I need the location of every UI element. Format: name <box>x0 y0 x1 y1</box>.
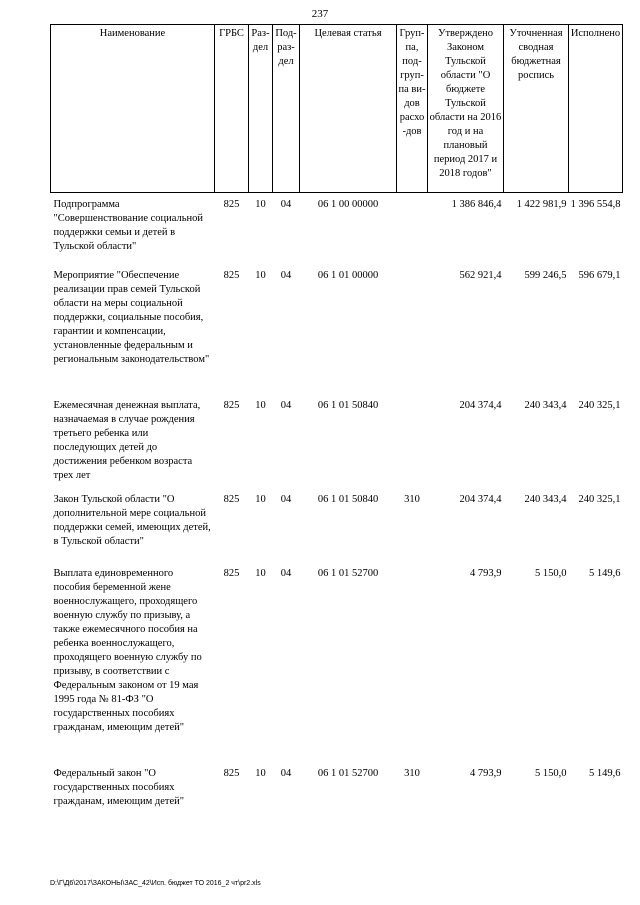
row-podrazdel: 04 <box>280 269 292 281</box>
row-refined: 240 343,4 <box>524 493 567 505</box>
row-target: 06 1 01 00000 <box>317 269 379 281</box>
page-number: 237 <box>311 8 329 20</box>
row-target: 06 1 01 52700 <box>317 767 379 779</box>
row-target: 06 1 01 52700 <box>317 567 379 579</box>
row-executed: 240 325,1 <box>578 399 621 411</box>
row-name: Ежемесячная денежная выплата, назначаемая в случае рождения третьего ребенка или последующих детей до достижения ребенком возраста трех лет <box>53 399 201 481</box>
table-row <box>51 269 623 399</box>
row-refined: 599 246,5 <box>524 269 567 281</box>
header-row <box>51 25 623 193</box>
row-razdel: 10 <box>255 399 266 411</box>
row-executed: 5 149,6 <box>589 767 621 779</box>
row-podrazdel: 04 <box>280 199 292 210</box>
table-row <box>51 493 623 567</box>
header-approved: Утверждено Законом Тульской области "О бюджете Тульской области на 2016 год и на плановый период 2017 и 2018 годов" <box>428 25 504 193</box>
header-target: Целевая статья <box>300 25 397 193</box>
row-approved: 204 374,4 <box>459 399 502 411</box>
row-razdel: 10 <box>255 493 266 505</box>
row-name: Подпрограмма "Совершенствование социальной поддержки семьи и детей в Тульской области" <box>53 199 204 252</box>
row-group <box>397 567 428 767</box>
row-refined: 240 343,4 <box>524 399 567 411</box>
row-executed: 240 325,1 <box>578 493 621 505</box>
row-target: 06 1 01 50840 <box>317 493 379 505</box>
row-grbs: 825 <box>223 567 240 579</box>
row-razdel: 10 <box>255 269 266 281</box>
row-executed: 5 149,6 <box>589 567 621 579</box>
row-grbs: 825 <box>223 493 240 505</box>
header-group: Груп-па, под-груп-па ви-дов расхо-дов <box>397 25 428 193</box>
row-executed: 596 679,1 <box>578 269 621 281</box>
row-razdel: 10 <box>255 199 266 210</box>
row-podrazdel: 04 <box>280 567 292 579</box>
row-name: Федеральный закон "О государственных пособиях гражданам, имеющим детей" <box>53 767 185 807</box>
table-row <box>51 567 623 767</box>
row-podrazdel: 04 <box>280 493 292 505</box>
header-razdel: Раз-дел <box>249 25 273 193</box>
budget-table <box>50 24 623 817</box>
row-podrazdel: 04 <box>280 399 292 411</box>
header-podrazdel: Под-раз-дел <box>273 25 300 193</box>
row-approved: 562 921,4 <box>459 269 502 281</box>
row-approved: 4 793,9 <box>470 567 502 579</box>
row-target: 06 1 01 50840 <box>317 399 379 411</box>
row-grbs: 825 <box>223 767 240 779</box>
row-razdel: 10 <box>255 767 266 779</box>
table-row <box>51 767 623 817</box>
row-executed: 1 396 554,8 <box>570 199 621 210</box>
row-grbs: 825 <box>223 199 240 210</box>
row-podrazdel: 04 <box>280 767 292 779</box>
row-approved: 4 793,9 <box>470 767 502 779</box>
row-group <box>397 269 428 399</box>
row-name: Выплата единовременного пособия беременной жене военнослужащего, проходящего военную службу по призыву, а также ежемесячного пособия на ребенка военнослужащего, проходящего военную службу по призыву, в соответствии с Федеральным законом от 19 мая 1995 года № 81-ФЗ "О государственных пособиях гражданам, имеющим детей" <box>53 567 202 733</box>
header-refined: Уточненная сводная бюджетная роспись <box>504 25 569 193</box>
row-grbs: 825 <box>223 269 240 281</box>
row-name: Закон Тульской области "О дополнительной мере социальной поддержки семей, имеющих детей, в Тульской области" <box>53 493 211 547</box>
row-grbs: 825 <box>223 399 240 411</box>
table-row <box>51 193 623 269</box>
row-name: Мероприятие "Обеспечение реализации прав семей Тульской области на меры социальной поддержки, социальные пособия, гарантии и компенсации, установленные федеральным и региональным законодательством" <box>53 269 210 365</box>
row-group: 310 <box>404 767 420 779</box>
row-refined: 5 150,0 <box>535 767 567 779</box>
row-group: 310 <box>404 493 420 505</box>
footer-file-path: D:\Г\Д6\2017\ЗАКОНЫ\ЗАС_42\Исп. бюджет ТО 2016_2 чт\pr2.xls <box>50 880 261 887</box>
row-razdel: 10 <box>255 567 266 579</box>
row-refined: 1 422 981,9 <box>516 199 567 210</box>
header-name: Наименование <box>51 25 215 193</box>
row-group <box>397 399 428 493</box>
table-row <box>51 399 623 493</box>
row-approved: 204 374,4 <box>459 493 502 505</box>
row-approved: 1 386 846,4 <box>451 199 502 210</box>
row-group <box>397 193 428 269</box>
header-executed: Исполнено <box>569 25 623 193</box>
header-grbs: ГРБС <box>215 25 249 193</box>
row-target: 06 1 00 00000 <box>317 199 379 210</box>
row-refined: 5 150,0 <box>535 567 567 579</box>
